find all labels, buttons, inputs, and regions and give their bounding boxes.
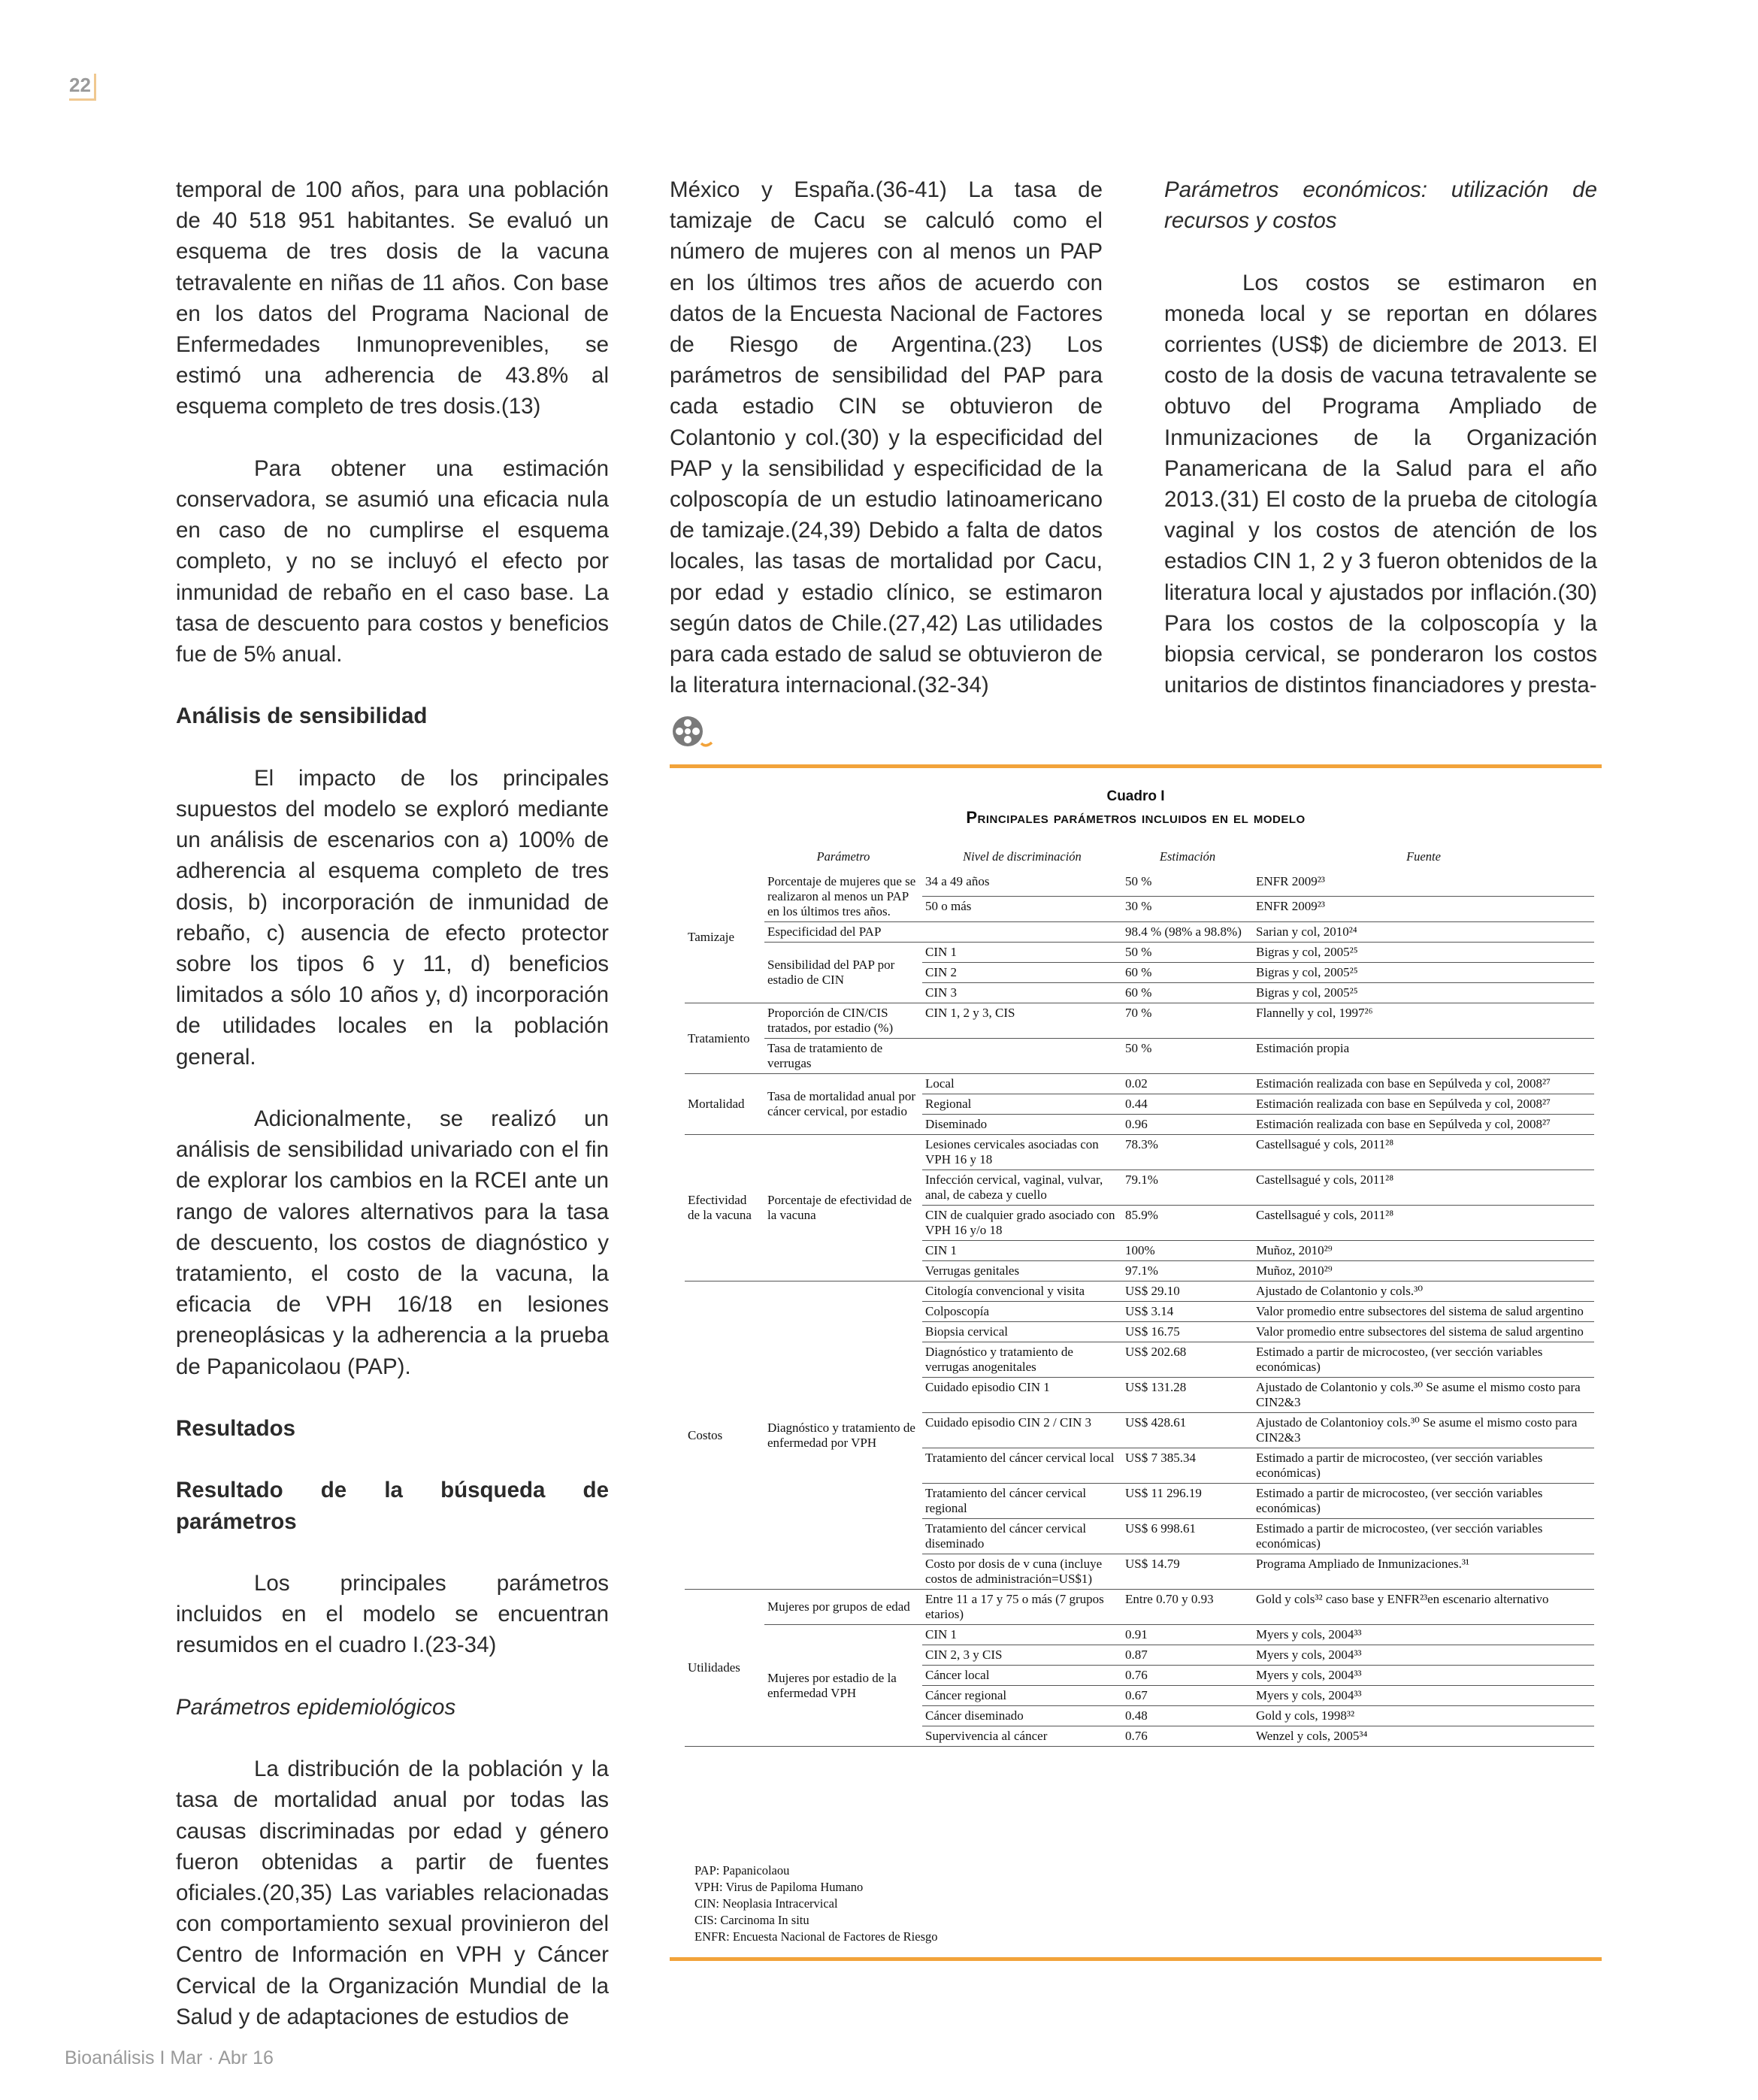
level-cell: Diagnóstico y tratamiento de verrugas anogenitales (922, 1342, 1122, 1378)
level-cell: CIN 2, 3 y CIS (922, 1645, 1122, 1666)
estimate-cell: 0.76 (1122, 1726, 1253, 1747)
source-cell: Wenzel y cols, 2005³⁴ (1253, 1726, 1594, 1747)
source-cell: Ajustado de Colantonioy cols.³⁰ Se asume el mismo costo para CIN2&3 (1253, 1413, 1594, 1448)
parameters-table-box (670, 764, 1602, 1961)
subsection-heading: Parámetros epidemiológicos (176, 1694, 456, 1720)
estimate-cell: 0.02 (1122, 1074, 1253, 1094)
source-cell: Gold y cols, 1998³² (1253, 1706, 1594, 1726)
category-cell: Utilidades (685, 1590, 764, 1747)
table-row (685, 1039, 1594, 1074)
estimate-cell: 0.67 (1122, 1686, 1253, 1706)
table-note: ENFR: Encuesta Nacional de Factores de Riesgo (694, 1929, 938, 1944)
text-column-1 (176, 174, 609, 2032)
category-cell: Costos (685, 1281, 764, 1590)
source-cell: Castellsagué y cols, 2011²⁸ (1253, 1135, 1594, 1170)
header-level: Nivel de discriminación (963, 849, 1082, 864)
parameter-cell: Porcentaje de efectividad de la vacuna (764, 1135, 922, 1281)
level-cell: CIN 1 (922, 1625, 1122, 1645)
estimate-cell: US$ 7 385.34 (1122, 1448, 1253, 1484)
paragraph: Los principales parámetros incluidos en el modelo se encuentran resumidos en el cuadro I.(23-34) (176, 1571, 609, 1658)
parameter-cell: Proporción de CIN/CIS tratados, por estadio (%) (764, 1003, 922, 1039)
estimate-cell: Entre 0.70 y 0.93 (1122, 1590, 1253, 1625)
source-cell: Muñoz, 2010²⁹ (1253, 1241, 1594, 1261)
film-reel-icon (671, 715, 716, 752)
level-cell: Lesiones cervicales asociadas con VPH 16 y 18 (922, 1135, 1122, 1170)
header-source: Fuente (1406, 849, 1441, 864)
category-cell: Tratamiento (685, 1003, 764, 1074)
level-cell: Tratamiento del cáncer cervical local (922, 1448, 1122, 1484)
estimate-cell: 60 % (1122, 983, 1253, 1003)
estimate-cell: 0.76 (1122, 1666, 1253, 1686)
parameter-cell: Tasa de tratamiento de verrugas (764, 1039, 922, 1074)
source-cell: Castellsagué y cols, 2011²⁸ (1253, 1206, 1594, 1241)
table-caption-title: Principales parámetros incluidos en el modelo (966, 808, 1306, 827)
header-param: Parámetro (816, 849, 870, 864)
estimate-cell: 97.1% (1122, 1261, 1253, 1281)
source-cell: Estimado a partir de microcosteo, (ver sección variables económicas) (1253, 1484, 1594, 1519)
level-cell: 50 o más (922, 897, 1122, 922)
header-category (685, 846, 764, 872)
level-cell: 34 a 49 años (922, 872, 1122, 897)
table-body (685, 872, 1594, 1747)
estimate-cell: 0.87 (1122, 1645, 1253, 1666)
category-cell: Tamizaje (685, 872, 764, 1003)
level-cell: Tratamiento del cáncer cervical diseminado (922, 1519, 1122, 1554)
page-number: 22 (69, 74, 96, 101)
estimate-cell: 30 % (1122, 897, 1253, 922)
parameter-cell: Diagnóstico y tratamiento de enfermedad por VPH (764, 1281, 922, 1590)
parameter-cell: Mujeres por grupos de edad (764, 1590, 922, 1625)
estimate-cell: 79.1% (1122, 1170, 1253, 1206)
table-row (685, 1135, 1594, 1170)
subsection-heading: Resultado de la búsqueda de parámetros (176, 1478, 609, 1534)
level-cell: Cáncer local (922, 1666, 1122, 1686)
category-cell: Efectividad de la vacuna (685, 1135, 764, 1281)
level-cell: Local (922, 1074, 1122, 1094)
section-heading: Resultados (176, 1416, 296, 1442)
parameter-cell: Sensibilidad del PAP por estadio de CIN (764, 943, 922, 1003)
source-cell: Estimado a partir de microcosteo, (ver sección variables económicas) (1253, 1342, 1594, 1378)
source-cell: Ajustado de Colantonio y cols.³⁰ (1253, 1281, 1594, 1302)
source-cell: Bigras y col, 2005²⁵ (1253, 943, 1594, 963)
paragraph: Para obtener una estimación conservadora, se asumió una eficacia nula en caso de no cumplirse el esquema completo, y no se incluyó el efecto por inmunidad de rebaño en el caso base. La tasa de descuento para costos y beneficios fue de 5% anual. (176, 455, 609, 667)
level-cell: Cuidado episodio CIN 2 / CIN 3 (922, 1413, 1122, 1448)
source-cell: Myers y cols, 2004³³ (1253, 1666, 1594, 1686)
source-cell: ENFR 2009²³ (1253, 897, 1594, 922)
table-caption-number: Cuadro I (1106, 788, 1165, 804)
estimate-cell: US$ 131.28 (1122, 1378, 1253, 1413)
parameter-cell: Tasa de mortalidad anual por cáncer cervical, por estadio (764, 1074, 922, 1135)
paragraph: Los costos se estimaron en moneda local y se reportan en dólares corrientes (US$) de diciembre de 2013. El costo de la dosis de vacuna tetravalente se obtuvo del Programa Ampliado de Inmunizaciones de la Organización Panamericana de la Salud para el año 2013.(31) El costo de la prueba de citología vaginal y los costos de atención de los estadios CIN 1, 2 y 3 fueron obtenidos de la literatura local y ajustados por inflación.(30) Para los costos de la colposcopía y la biopsia cervical, se ponderaron los costos unitarios de distintos financiadores y presta- (1164, 270, 1597, 698)
source-cell: Muñoz, 2010²⁹ (1253, 1261, 1594, 1281)
source-cell: Flannelly y col, 1997²⁶ (1253, 1003, 1594, 1039)
level-cell: CIN 1 (922, 943, 1122, 963)
estimate-cell: US$ 3.14 (1122, 1302, 1253, 1322)
estimate-cell: US$ 11 296.19 (1122, 1484, 1253, 1519)
table-header-row (685, 846, 1594, 872)
source-cell: Valor promedio entre subsectores del sistema de salud argentino (1253, 1302, 1594, 1322)
subsection-heading: Parámetros económicos: utilización de recursos y costos (1164, 177, 1597, 234)
estimate-cell: 50 % (1122, 872, 1253, 897)
level-cell: Citología convencional y visita (922, 1281, 1122, 1302)
source-cell: Castellsagué y cols, 2011²⁸ (1253, 1170, 1594, 1206)
table-row (685, 922, 1594, 943)
level-cell: CIN 1 (922, 1241, 1122, 1261)
paragraph: temporal de 100 años, para una población de 40 518 951 habitantes. Se evaluó un esquema de tres dosis de la vacuna tetravalente en niñas de 11 años. Con base en los datos del Programa Nacional de Enfermedades Inmunoprevenibles, se estimó una adherencia de 43.8% al esquema completo de tres dosis.(13) (176, 177, 609, 419)
level-cell (922, 1039, 1122, 1074)
level-cell: Costo por dosis de v cuna (incluye costos de administración=US$1) (922, 1554, 1122, 1590)
level-cell: Infección cervical, vaginal, vulvar, anal, de cabeza y cuello (922, 1170, 1122, 1206)
category-cell: Mortalidad (685, 1074, 764, 1135)
estimate-cell: 0.96 (1122, 1115, 1253, 1135)
source-cell: Estimación realizada con base en Sepúlveda y col, 2008²⁷ (1253, 1094, 1594, 1115)
estimate-cell: US$ 202.68 (1122, 1342, 1253, 1378)
estimate-cell: US$ 6 998.61 (1122, 1519, 1253, 1554)
estimate-cell: 0.48 (1122, 1706, 1253, 1726)
level-cell: CIN 2 (922, 963, 1122, 983)
page-footer: Bioanálisis I Mar · Abr 16 (65, 2047, 274, 2068)
source-cell: Estimación propia (1253, 1039, 1594, 1074)
source-cell: Estimación realizada con base en Sepúlveda y col, 2008²⁷ (1253, 1074, 1594, 1094)
paragraph: México y España.(36-41) La tasa de tamizaje de Cacu se calculó como el número de mujeres con al menos un PAP en los últimos tres años de acuerdo con datos de la Encuesta Nacional de Factores de Riesgo de Argentina.(23) Los parámetros de sensibilidad del PAP para cada estadio CIN se obtuvieron de Colantonio y col.(30) y la especificidad del PAP y la sensibilidad y especificidad de la colposcopía de un estudio latinoamericano de tamizaje.(24,39) Debido a falta de datos locales, las tasas de mortalidad por Cacu, por edad y estadio clínico, se estimaron según datos de Chile.(27,42) Las utilidades para cada estado de salud se obtuvieron de la literatura internacional.(32-34) (670, 177, 1103, 698)
estimate-cell: 0.91 (1122, 1625, 1253, 1645)
estimate-cell: 50 % (1122, 943, 1253, 963)
table-row (685, 1074, 1594, 1094)
estimate-cell: US$ 14.79 (1122, 1554, 1253, 1590)
table-row (685, 1625, 1594, 1645)
level-cell: Entre 11 a 17 y 75 o más (7 grupos etarios) (922, 1590, 1122, 1625)
table-notes (694, 1862, 938, 1945)
header-estimate: Estimación (1159, 849, 1216, 864)
source-cell: Ajustado de Colantonio y cols.³⁰ Se asume el mismo costo para CIN2&3 (1253, 1378, 1594, 1413)
table-note: PAP: Papanicolaou (694, 1863, 790, 1878)
paragraph: Adicionalmente, se realizó un análisis de sensibilidad univariado con el fin de explorar los cambios en la RCEI ante un rango de valores alternativos para la tasa de descuento, los costos de diagnóstico y tratamiento, el costo de la vacuna, la eficacia de VPH 16/18 en lesiones preneoplásicas y la adherencia a la prueba de Papanicolaou (PAP). (176, 1106, 609, 1379)
table-row (685, 943, 1594, 963)
level-cell: Verrugas genitales (922, 1261, 1122, 1281)
source-cell: Myers y cols, 2004³³ (1253, 1645, 1594, 1666)
table-row (685, 1281, 1594, 1302)
source-cell: Estimación realizada con base en Sepúlveda y col, 2008²⁷ (1253, 1115, 1594, 1135)
level-cell: CIN 1, 2 y 3, CIS (922, 1003, 1122, 1039)
level-cell (922, 922, 1122, 943)
source-cell: ENFR 2009²³ (1253, 872, 1594, 897)
parameter-cell: Mujeres por estadio de la enfermedad VPH (764, 1625, 922, 1747)
estimate-cell: 78.3% (1122, 1135, 1253, 1170)
source-cell: Bigras y col, 2005²⁵ (1253, 963, 1594, 983)
estimate-cell: 50 % (1122, 1039, 1253, 1074)
source-cell: Valor promedio entre subsectores del sistema de salud argentino (1253, 1322, 1594, 1342)
table-note: VPH: Virus de Papiloma Humano (694, 1880, 864, 1894)
source-cell: Gold y cols³² caso base y ENFR²³en escenario alternativo (1253, 1590, 1594, 1625)
text-column-3 (1164, 174, 1597, 701)
level-cell: CIN 3 (922, 983, 1122, 1003)
table-note: CIN: Neoplasia Intracervical (694, 1896, 838, 1911)
paragraph: El impacto de los principales supuestos del modelo se exploró mediante un análisis de escenarios con a) 100% de adherencia al esquema completo de tres dosis, b) incorporación de inmunidad de rebaño, c) ausencia de efecto protector sobre los tipos 6 y 11, d) beneficios limitados a sólo 10 años y, d) incorporación de utilidades locales en la población general. (176, 765, 609, 1070)
estimate-cell: US$ 16.75 (1122, 1322, 1253, 1342)
section-heading: Análisis de sensibilidad (176, 704, 428, 729)
source-cell: Bigras y col, 2005²⁵ (1253, 983, 1594, 1003)
estimate-cell: 70 % (1122, 1003, 1253, 1039)
level-cell: Diseminado (922, 1115, 1122, 1135)
source-cell: Programa Ampliado de Inmunizaciones.³¹ (1253, 1554, 1594, 1590)
source-cell: Estimado a partir de microcosteo, (ver sección variables económicas) (1253, 1519, 1594, 1554)
level-cell: Colposcopía (922, 1302, 1122, 1322)
table-note: CIS: Carcinoma In situ (694, 1913, 809, 1927)
level-cell: CIN de cualquier grado asociado con VPH 16 y/o 18 (922, 1206, 1122, 1241)
estimate-cell: US$ 428.61 (1122, 1413, 1253, 1448)
table-row (685, 872, 1594, 897)
level-cell: Supervivencia al cáncer (922, 1726, 1122, 1747)
estimate-cell: 60 % (1122, 963, 1253, 983)
estimate-cell: 98.4 % (98% a 98.8%) (1122, 922, 1253, 943)
source-cell: Estimado a partir de microcosteo, (ver sección variables económicas) (1253, 1448, 1594, 1484)
source-cell: Myers y cols, 2004³³ (1253, 1625, 1594, 1645)
parameters-table (685, 846, 1594, 1747)
parameter-cell: Especificidad del PAP (764, 922, 922, 943)
level-cell: Cáncer diseminado (922, 1706, 1122, 1726)
estimate-cell: 0.44 (1122, 1094, 1253, 1115)
source-cell: Myers y cols, 2004³³ (1253, 1686, 1594, 1706)
paragraph: La distribución de la población y la tasa de mortalidad anual por todas las causas discriminadas por edad y género fueron obtenidas a partir de fuentes oficiales.(20,35) Las variables relacionadas con comportamiento sexual provinieron del Centro de Información en VPH y Cáncer Cervical de la Organización Mundial de la Salud y de adaptaciones de estudios de (176, 1757, 609, 2029)
level-cell: Cuidado episodio CIN 1 (922, 1378, 1122, 1413)
level-cell: Tratamiento del cáncer cervical regional (922, 1484, 1122, 1519)
table-row (685, 1590, 1594, 1625)
estimate-cell: 100% (1122, 1241, 1253, 1261)
table-row (685, 1003, 1594, 1039)
text-column-2 (670, 174, 1103, 701)
estimate-cell: US$ 29.10 (1122, 1281, 1253, 1302)
level-cell: Regional (922, 1094, 1122, 1115)
level-cell: Biopsia cervical (922, 1322, 1122, 1342)
parameter-cell: Porcentaje de mujeres que se realizaron al menos un PAP en los últimos tres años. (764, 872, 922, 922)
estimate-cell: 85.9% (1122, 1206, 1253, 1241)
source-cell: Sarian y col, 2010²⁴ (1253, 922, 1594, 943)
level-cell: Cáncer regional (922, 1686, 1122, 1706)
